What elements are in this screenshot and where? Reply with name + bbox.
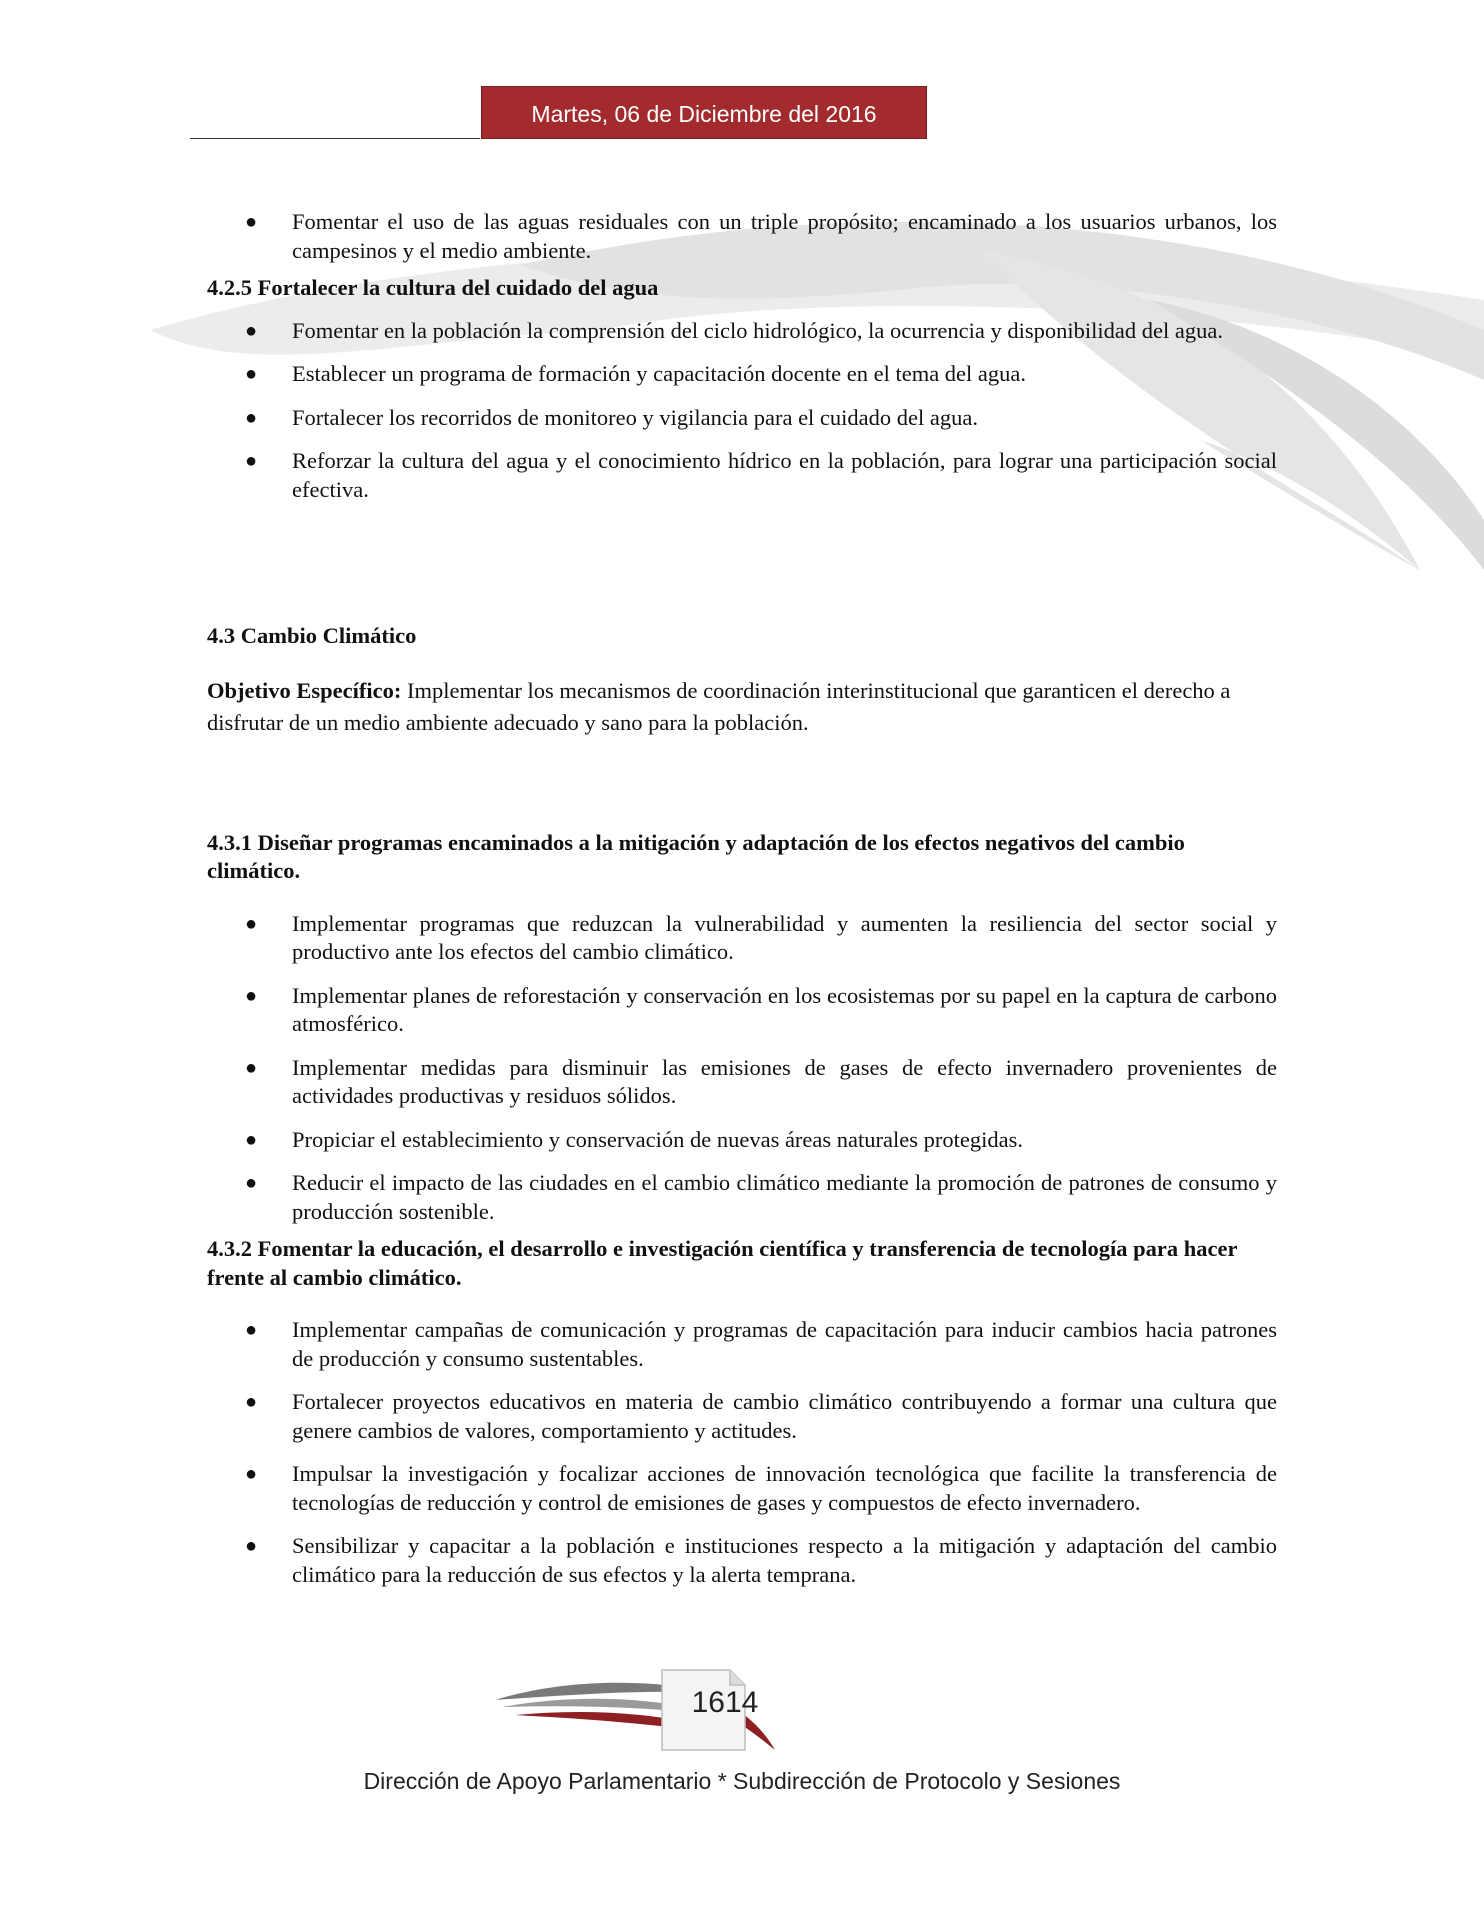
list-item: ● Fomentar en la población la comprensión del ciclo hidrológico, la ocurrencia y disponibilidad del agua. xyxy=(207,317,1277,346)
list-item: ● Implementar campañas de comunicación y programas de capacitación para inducir cambios hacia patrones de producción y consumo sustentables. xyxy=(245,1317,1277,1371)
bullet-icon: ● xyxy=(245,1391,258,1413)
list-item: ● Implementar planes de reforestación y conservación en los ecosistemas por su papel en la captura de carbono atmosférico. xyxy=(245,982,1277,1036)
heading-4-3-2: 4.3.2 Fomentar la educación, el desarrollo e investigación científica y transferencia de tecnología para hacer frente al cambio climático. xyxy=(207,1236,1238,1290)
bullet-list-water-culture xyxy=(207,317,1277,505)
bullet-icon: ● xyxy=(245,363,258,385)
header-date: Martes, 06 de Diciembre del 2016 xyxy=(531,101,877,127)
objective-paragraph xyxy=(207,675,1277,739)
bullet-icon: ● xyxy=(245,1535,258,1557)
objective-text: Implementar los mecanismos de coordinación interinstitucional que garanticen el derecho a disfrutar de un medio ambiente adecuado y sano para la población. xyxy=(207,677,1231,735)
bullet-list-education xyxy=(207,1316,1277,1589)
bullet-icon: ● xyxy=(245,450,258,472)
bullet-icon: ● xyxy=(245,1128,258,1151)
bullet-icon: ● xyxy=(245,1172,258,1194)
list-item: ● Establecer un programa de formación y capacitación docente en el tema del agua. xyxy=(207,360,1277,389)
heading-4-2-5: 4.2.5 Fortalecer la cultura del cuidado del agua xyxy=(207,275,659,300)
list-item: ● Implementar medidas para disminuir las emisiones de gases de efecto invernadero provenientes de actividades productivas y residuos sólidos. xyxy=(245,1054,1277,1108)
list-item: ● Sensibilizar y capacitar a la población e instituciones respecto a la mitigación y adaptación del cambio climático para la reducción de sus efectos y la alerta temprana. xyxy=(245,1533,1277,1587)
bullet-icon: ● xyxy=(245,319,258,342)
header-rule xyxy=(190,138,480,139)
bullet-icon: ● xyxy=(245,1056,258,1079)
heading-4-3-1: 4.3.1 Diseñar programas encaminados a la mitigación y adaptación de los efectos negativos del cambio climático. xyxy=(207,829,1185,883)
bullet-icon: ● xyxy=(245,211,258,233)
bullet-list-wastewater xyxy=(207,208,1277,265)
bullet-icon: ● xyxy=(245,912,258,935)
footer-text: Dirección de Apoyo Parlamentario * Subdirección de Protocolo y Sesiones xyxy=(363,1768,1121,1794)
bullet-icon: ● xyxy=(245,984,258,1007)
list-item: ● Reforzar la cultura del agua y el conocimiento hídrico en la población, para lograr una participación social efectiva. xyxy=(245,448,1277,502)
bullet-icon: ● xyxy=(245,1463,258,1485)
list-item: ● Fomentar el uso de las aguas residuales con un triple propósito; encaminado a los usuarios urbanos, los campesinos y el medio ambiente. xyxy=(245,209,1277,263)
document-body xyxy=(207,200,1277,1604)
list-item: ● Impulsar la investigación y focalizar acciones de innovación tecnológica que facilite la transferencia de tecnologías de reducción y control de emisiones de gases y compuestos de efecto invernadero. xyxy=(245,1461,1277,1515)
list-item: ● Propiciar el establecimiento y conservación de nuevas áreas naturales protegidas. xyxy=(207,1126,1277,1155)
page-number: 1614 xyxy=(691,1686,759,1719)
list-item: ● Fortalecer los recorridos de monitoreo y vigilancia para el cuidado del agua. xyxy=(207,404,1277,433)
objective-label: Objetivo Específico: xyxy=(207,677,402,703)
list-item: ● Implementar programas que reduzcan la vulnerabilidad y aumenten la resiliencia del sector social y productivo ante los efectos del cambio climático. xyxy=(245,910,1277,964)
list-item: ● Reducir el impacto de las ciudades en el cambio climático mediante la promoción de patrones de consumo y producción sostenible. xyxy=(245,1170,1277,1224)
bullet-icon: ● xyxy=(245,1319,258,1341)
header-date-banner xyxy=(481,86,927,139)
bullet-icon: ● xyxy=(245,406,258,429)
heading-4-3: 4.3 Cambio Climático xyxy=(207,623,417,648)
bullet-list-mitigation xyxy=(207,910,1277,1227)
list-item: ● Fortalecer proyectos educativos en materia de cambio climático contribuyendo a formar una cultura que genere cambios de valores, comportamiento y actitudes. xyxy=(245,1389,1277,1443)
